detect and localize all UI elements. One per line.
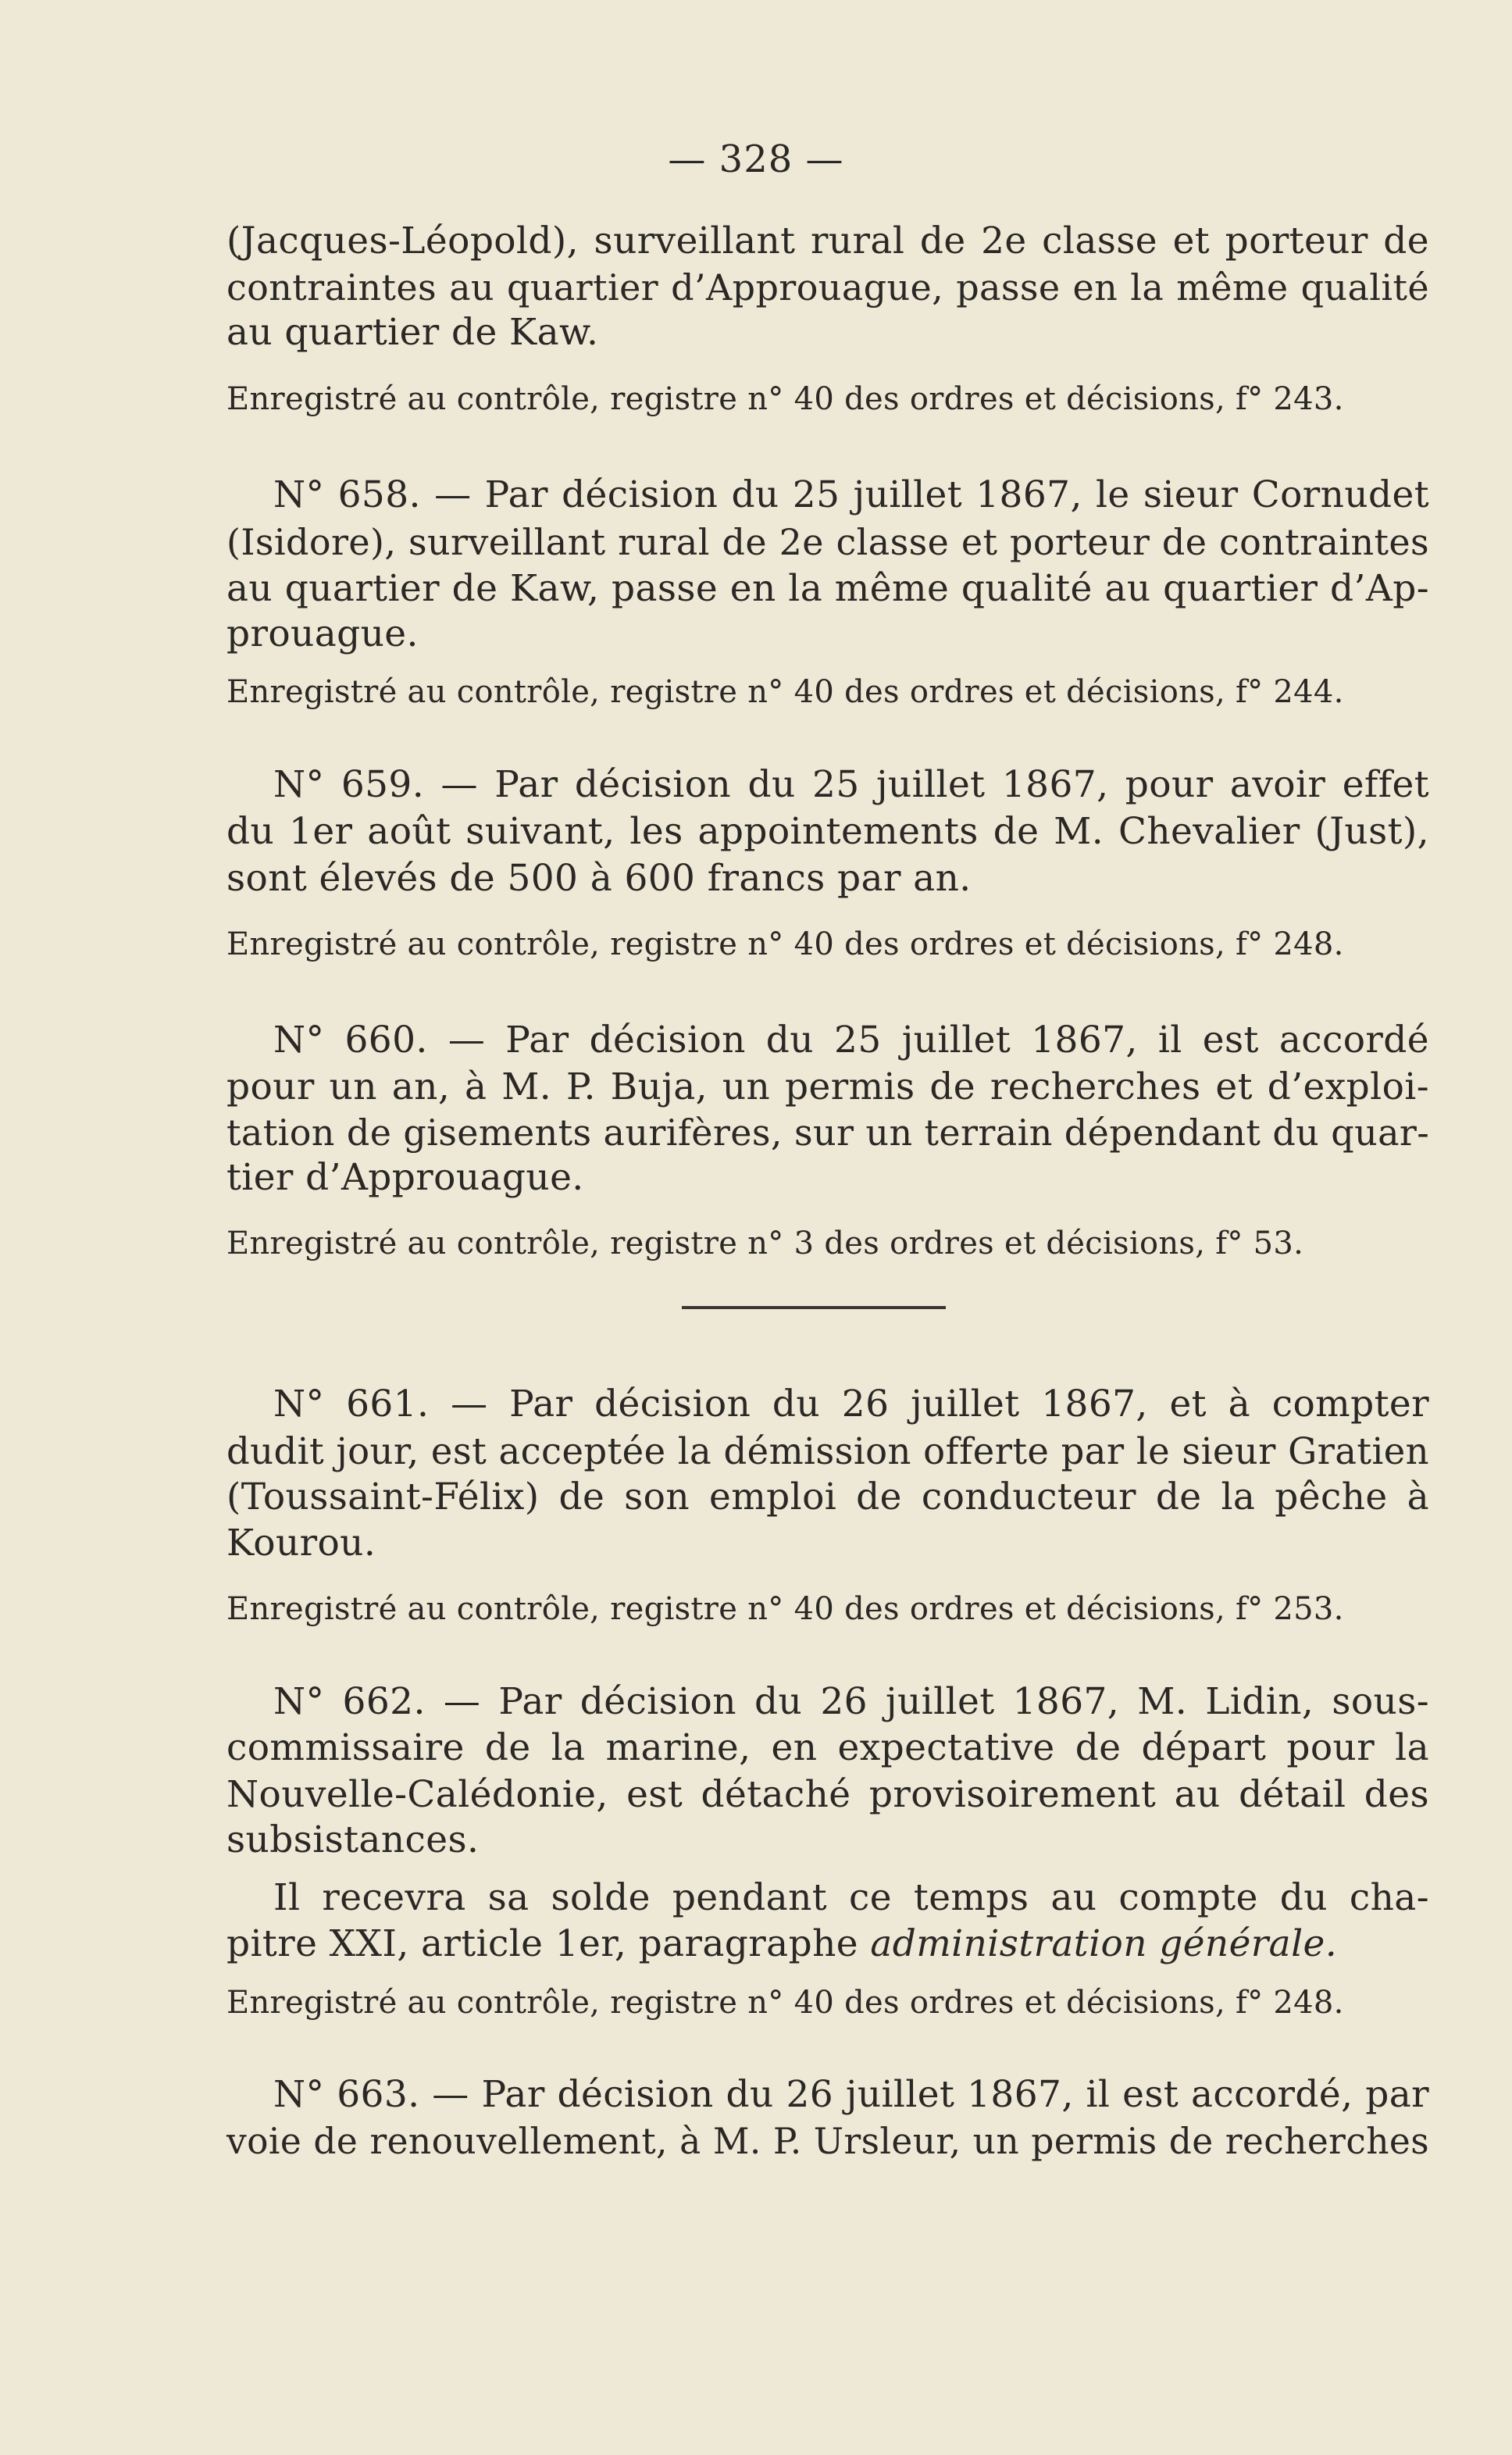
paragraph-line (226, 2118, 1429, 2165)
paragraph-line (226, 1817, 1429, 1864)
line-text: (Jacques-Léopold), surveillant rural de 2e classe et porteur de (226, 219, 1429, 262)
registration-note: Enregistré au contrôle, registre n° 40 des ordres et décisions, f° 244. (226, 674, 1344, 710)
paragraph-line (226, 762, 1429, 808)
registration-note: Enregistré au contrôle, registre n° 40 des ordres et décisions, f° 248. (226, 1985, 1344, 2021)
paragraph-line (226, 611, 1429, 658)
line-text: Nouvelle-Calédonie, est détaché provisoirement au détail des (226, 1773, 1429, 1816)
paragraph-line (226, 1064, 1429, 1111)
paragraph-line (226, 309, 1429, 356)
entry-number: N° 660. (273, 1019, 428, 1062)
line-text: (Toussaint-Félix) de son emploi de conducteur de la pêche à (226, 1475, 1429, 1518)
paragraph-line (226, 264, 1429, 311)
paragraph-line (226, 2071, 1429, 2118)
entry-number: N° 658. (273, 473, 421, 516)
line-text: Il recevra sa solde pendant ce temps au compte du cha- (273, 1876, 1429, 1919)
entry-number: N° 663. (273, 2073, 420, 2116)
entry-number: N° 659. (273, 763, 425, 806)
paragraph-line (226, 1921, 1429, 1968)
line-text: prouague. (226, 612, 419, 655)
line-text: — Par décision du 26 juillet 1867, M. Lidin, sous- (443, 1680, 1430, 1723)
line-text: commissaire de la marine, en expectative de départ pour la (226, 1726, 1429, 1769)
paragraph-line (226, 519, 1429, 566)
line-text: tation de gisements aurifères, sur un terrain dépendant du quar- (226, 1112, 1430, 1154)
entry-number: N° 661. (273, 1383, 430, 1426)
paragraph-line (226, 1154, 1429, 1201)
registration-note: Enregistré au contrôle, registre n° 40 des ordres et décisions, f° 248. (226, 926, 1344, 962)
paragraph-line (226, 472, 1429, 519)
registration-note: Enregistré au contrôle, registre n° 40 des ordres et décisions, f° 243. (226, 381, 1344, 417)
registration-note: Enregistré au contrôle, registre n° 40 des ordres et décisions, f° 253. (226, 1591, 1344, 1627)
line-text: pour un an, à M. P. Buja, un permis de recherches et d’exploi- (226, 1065, 1429, 1108)
section-divider (682, 1306, 946, 1309)
line-text: — Par décision du 25 juillet 1867, le sieur Cornudet (434, 473, 1429, 516)
line-text: — Par décision du 25 juillet 1867, il est accordé (448, 1019, 1430, 1062)
line-text: au quartier de Kaw. (226, 311, 599, 354)
paragraph-line (226, 1725, 1429, 1772)
paragraph-line (226, 566, 1429, 612)
line-text: du 1er août suivant, les appointements de M. Chevalier (Just), (226, 810, 1429, 853)
line-text: — Par décision du 26 juillet 1867, il est accordé, par (432, 2073, 1430, 2116)
line-text: tier d’Approuague. (226, 1156, 584, 1199)
line-text: Kourou. (226, 1522, 376, 1565)
paragraph-line (226, 1875, 1429, 1922)
entry-number: N° 662. (273, 1680, 426, 1723)
paragraph-line (226, 1772, 1429, 1818)
paragraph-line (226, 1428, 1429, 1475)
line-text: (Isidore), surveillant rural de 2e classe et porteur de contraintes (226, 521, 1429, 563)
line-text: voie de renouvellement, à M. P. Ursleur, un permis de recherches (226, 2121, 1429, 2162)
paragraph-line (226, 1520, 1429, 1567)
italic-text: administration générale. (870, 1922, 1338, 1965)
line-text: contraintes au quartier d’Approuague, passe en la même qualité (226, 266, 1429, 309)
paragraph-line (226, 1109, 1429, 1156)
registration-note: Enregistré au contrôle, registre n° 3 des ordres et décisions, f° 53. (226, 1226, 1304, 1261)
page-number: — 328 — (668, 137, 844, 181)
line-text: au quartier de Kaw, passe en la même qualité au quartier d’Ap- (226, 567, 1429, 610)
paragraph-line (226, 1474, 1429, 1521)
paragraph-line (226, 1381, 1429, 1428)
line-text: subsistances. (226, 1818, 480, 1861)
paragraph-line (226, 855, 1429, 902)
line-text: pitre XXI, article 1er, paragraphe (226, 1922, 858, 1965)
paragraph-line (226, 218, 1429, 265)
line-text: sont élevés de 500 à 600 francs par an. (226, 857, 972, 900)
paragraph-line (226, 1679, 1429, 1725)
paragraph-line (226, 808, 1429, 855)
line-text: — Par décision du 26 juillet 1867, et à compter (451, 1383, 1429, 1426)
paragraph-line (226, 1017, 1429, 1064)
line-text: — Par décision du 25 juillet 1867, pour avoir effet (440, 763, 1430, 806)
line-text: dudit jour, est acceptée la démission offerte par le sieur Gratien (226, 1430, 1429, 1472)
